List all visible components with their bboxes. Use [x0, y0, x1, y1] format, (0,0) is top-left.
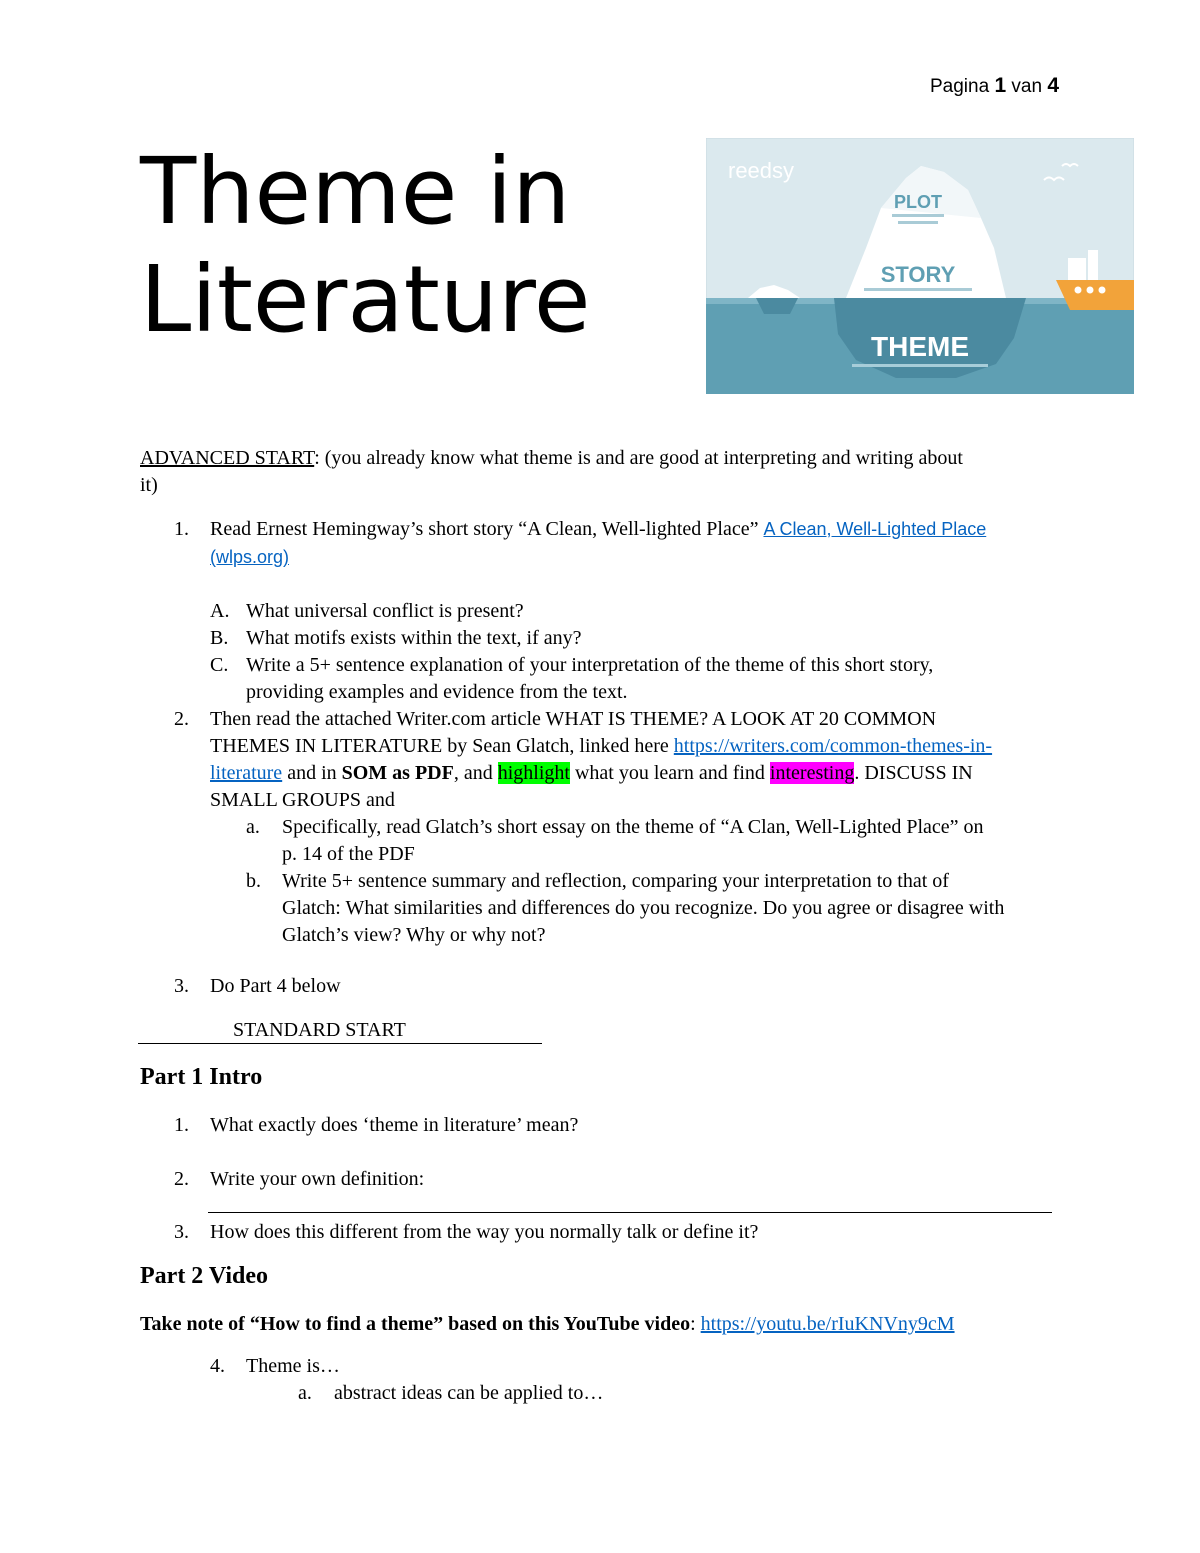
list-item: Read Ernest Hemingway’s short story “A Clean, Well-lighted Place” A Clean, Well-Lighted Place: [210, 518, 987, 540]
writers-link[interactable]: https://writers.com/common-themes-in-: [673, 735, 993, 757]
sub-item: Write a 5+ sentence explanation of your interpretation of the theme of this short story,: [246, 654, 934, 676]
advanced-intro-cont: it): [140, 474, 158, 496]
list-number: 4.: [210, 1355, 225, 1377]
list-item-cont: THEMES IN LITERATURE by Sean Glatch, linked here https://writers.com/common-themes-in-: [210, 735, 993, 757]
sub-letter: A.: [210, 600, 230, 622]
sub-item: What motifs exists within the text, if any?: [246, 627, 582, 649]
list-number: 1.: [174, 518, 189, 540]
list-number: 2.: [174, 708, 189, 730]
video-note: Take note of “How to find a theme” based on this YouTube video: https://youtu.be/rIuKNVny9cM: [140, 1313, 955, 1335]
advanced-heading: ADVANCED START: [140, 447, 315, 469]
brand-logo: reedsy: [728, 158, 795, 183]
page-number: Pagina 1 van 4: [930, 74, 1060, 97]
sub-letter: C.: [210, 654, 229, 676]
heading-underline: [138, 1043, 542, 1044]
list-item: What exactly does ‘theme in literature’ mean?: [210, 1114, 579, 1136]
title-line-1: Theme in: [140, 138, 571, 245]
wlps-link-cont[interactable]: (wlps.org): [210, 547, 290, 567]
sub-item-cont: Glatch’s view? Why or why not?: [282, 924, 546, 946]
list-item: Do Part 4 below: [210, 975, 341, 997]
list-number: 2.: [174, 1168, 189, 1190]
list-item-cont: SMALL GROUPS and: [210, 789, 395, 811]
youtube-link[interactable]: https://youtu.be/rIuKNVny9cM: [700, 1313, 955, 1335]
sub-letter: a.: [246, 816, 260, 838]
part1-heading: Part 1 Intro: [140, 1064, 263, 1090]
highlight-magenta: interesting: [769, 762, 855, 784]
highlight-green: highlight: [497, 762, 570, 784]
answer-line: [208, 1212, 1052, 1213]
label-plot: PLOT: [894, 192, 942, 212]
sub-item-cont: p. 14 of the PDF: [282, 843, 415, 865]
list-item: How does this different from the way you normally talk or define it?: [210, 1221, 759, 1243]
document-title: [140, 138, 590, 354]
list-item: Then read the attached Writer.com article WHAT IS THEME? A LOOK AT 20 COMMON: [210, 708, 937, 730]
wlps-link[interactable]: A Clean, Well-Lighted Place: [763, 519, 987, 539]
sub-item: abstract ideas can be applied to…: [334, 1382, 604, 1404]
part2-heading: Part 2 Video: [140, 1263, 268, 1289]
sub-item: Write 5+ sentence summary and reflection, comparing your interpretation to that of: [282, 870, 949, 892]
writers-link-cont[interactable]: literature: [210, 762, 283, 784]
list-number: 3.: [174, 975, 189, 997]
sub-letter: a.: [298, 1382, 312, 1404]
list-item: Write your own definition:: [210, 1168, 425, 1190]
label-story: STORY: [880, 262, 956, 287]
list-item: Theme is…: [246, 1355, 340, 1377]
iceberg-illustration: [706, 138, 1134, 394]
sub-item-cont: Glatch: What similarities and differences do you recognize. Do you agree or disagree with: [282, 897, 1005, 919]
list-number: 3.: [174, 1221, 189, 1243]
sub-letter: b.: [246, 870, 261, 892]
advanced-intro: ADVANCED START: (you already know what theme is and are good at interpreting and writing about: [140, 447, 963, 469]
standard-heading: STANDARD START: [233, 1019, 406, 1041]
sub-item-cont: providing examples and evidence from the text.: [246, 681, 628, 703]
list-item-cont: literature and in SOM as PDF, and highlight what you learn and find interesting. DISCUSS IN: [210, 762, 973, 784]
sub-item: What universal conflict is present?: [246, 600, 524, 622]
title-line-2: Literature: [140, 246, 591, 353]
sub-item: Specifically, read Glatch’s short essay on the theme of “A Clan, Well-Lighted Place” on: [282, 816, 984, 838]
list-number: 1.: [174, 1114, 189, 1136]
label-theme: THEME: [871, 331, 969, 362]
sub-letter: B.: [210, 627, 229, 649]
